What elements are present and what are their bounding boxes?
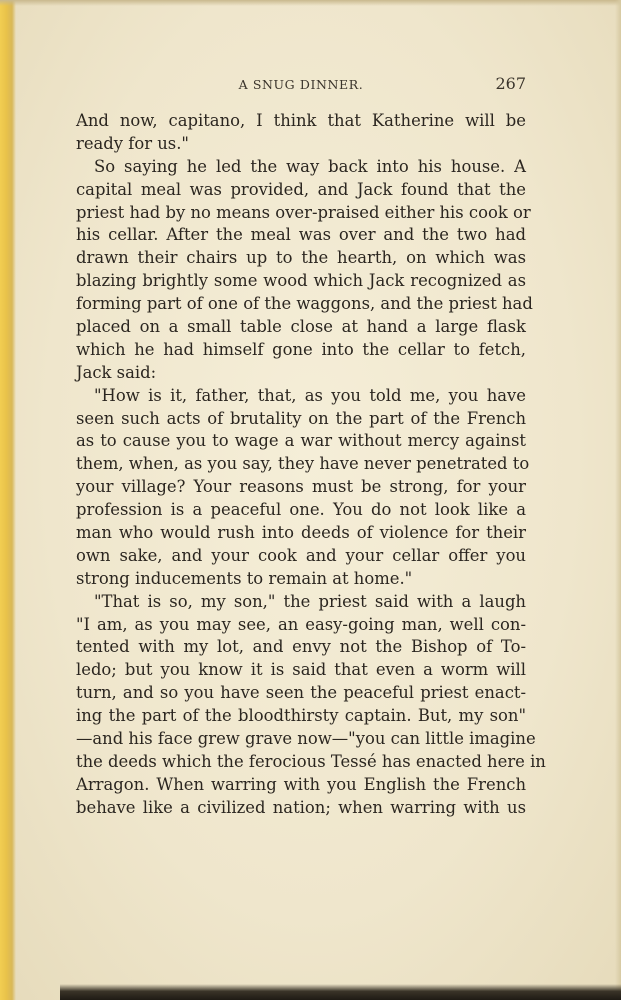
text-line: placed on a small table close at hand a large flask [76,317,526,337]
running-title: A SNUG DINNER. [238,77,364,92]
page-top-edge [0,0,621,6]
text-line: "How is it, father, that, as you told me, you have [94,385,526,405]
text-line: his cellar. After the meal was over and the two had [76,225,526,245]
binding-gutter [0,0,16,1000]
text-line: So saying he led the way back into his house. A [94,156,526,176]
text-line: profession is a peaceful one. You do not look like a [76,500,526,520]
text-line: the deeds which the ferocious Tessé has enacted here in [76,751,546,771]
text-line: tented with my lot, and envy not the Bishop of To- [76,637,526,657]
page-number: 267 [495,74,526,93]
text-line: Jack said: [76,362,157,382]
text-line: "That is so, my son," the priest said with a laugh [94,591,526,611]
page-header [76,74,526,100]
text-line: drawn their chairs up to the hearth, on which was [76,248,526,268]
text-line: Arragon. When warring with you English the French [76,774,526,794]
text-line: man who would rush into deeds of violence for their [76,523,526,543]
text-line: And now, capitano, I think that Katherine will be [76,111,526,130]
text-line: which he had himself gone into the cellar to fetch, [76,339,526,359]
text-line: capital meal was provided, and Jack found that the [76,179,526,199]
text-line: own sake, and your cook and your cellar offer you [76,545,526,565]
page-right-edge [615,0,621,1000]
text-line: —and his face grew grave now—"you can little imagine [76,729,536,749]
text-line: turn, and so you have seen the peaceful priest enact- [76,683,526,703]
text-line: seen such acts of brutality on the part of the French [76,408,526,428]
text-line: priest had by no means over-praised either his cook or [76,202,531,222]
text-line: behave like a civilized nation; when warring with us [76,797,526,817]
text-line: them, when, as you say, they have never penetrated to [76,454,530,474]
text-line: blazing brightly some wood which Jack recognized as [76,271,526,291]
text-line: ledo; but you know it is said that even a worm will [76,660,526,680]
text-line: ready for us." [76,133,189,153]
body-text [76,110,546,820]
scan-bottom-edge [60,984,621,1000]
text-line: forming part of one of the waggons, and the priest had [76,294,533,314]
text-line: as to cause you to wage a war without mercy against [76,431,526,451]
text-line: strong inducements to remain at home." [76,568,413,588]
text-line: your village? Your reasons must be strong, for your [76,477,526,497]
text-line: ing the part of the bloodthirsty captain. But, my son" [76,706,526,726]
text-line: "I am, as you may see, an easy-going man, well con- [76,614,526,634]
